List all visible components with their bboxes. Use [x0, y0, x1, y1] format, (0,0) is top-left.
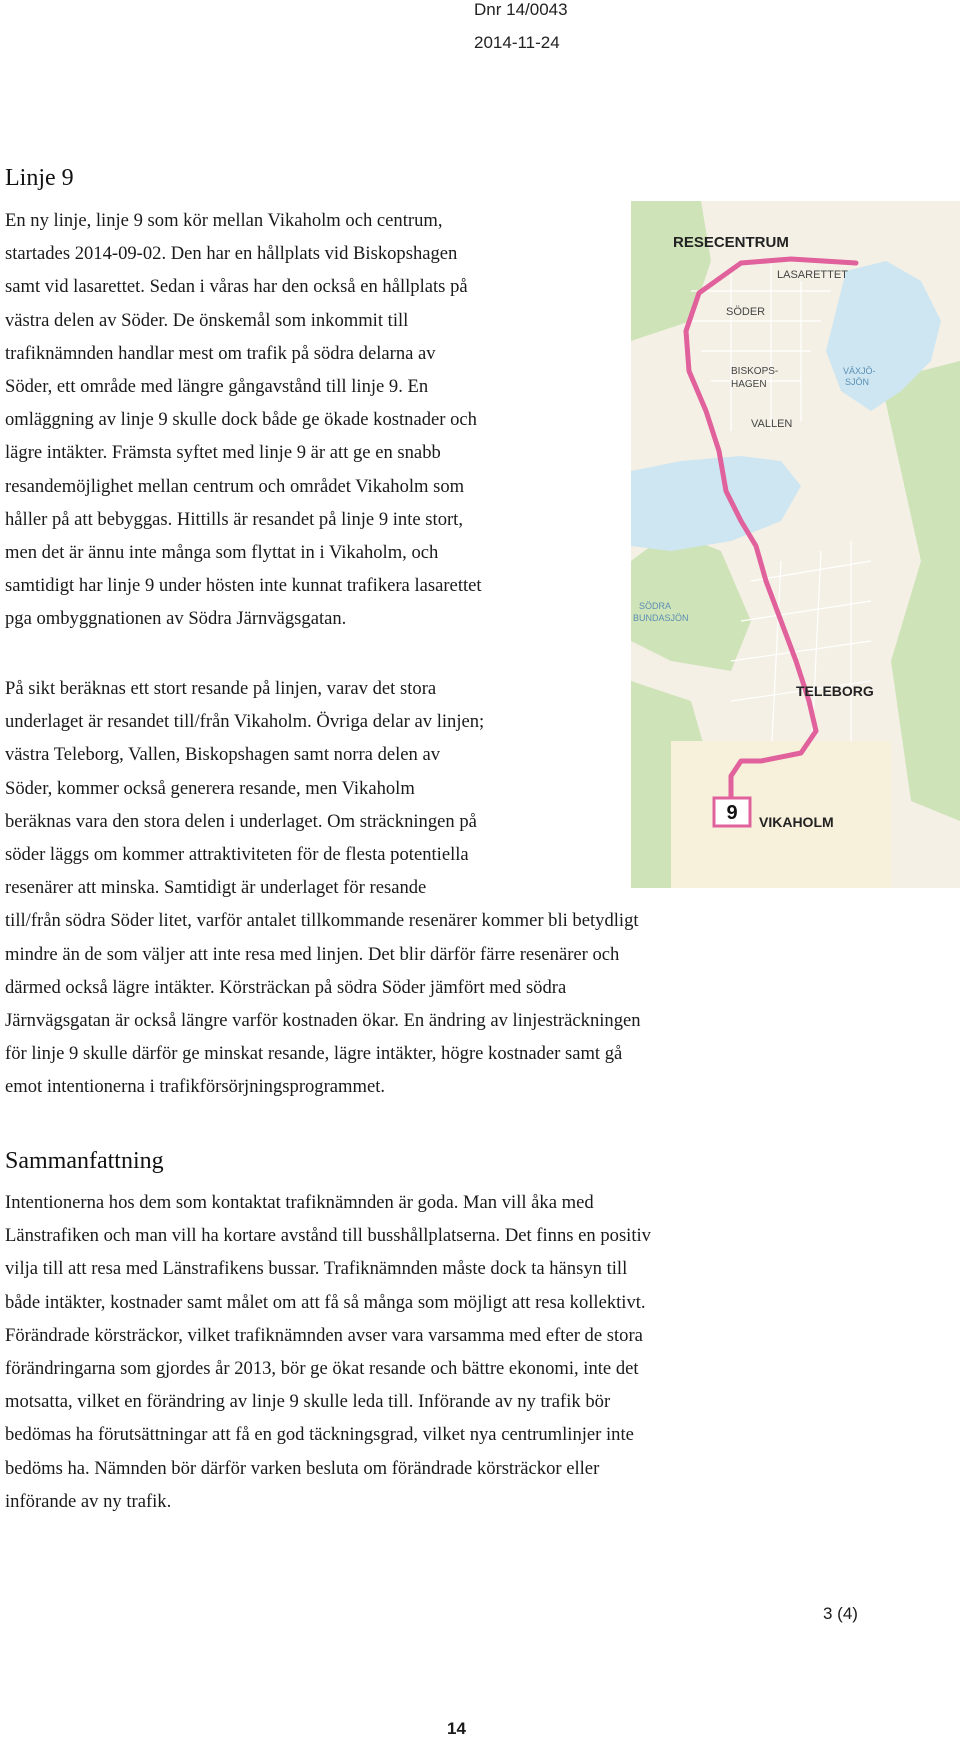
text-line: Intentionerna hos dem som kontaktat trafiknämnden är goda. Man vill åka med	[5, 1192, 594, 1213]
map-label-biskopshagen-1: BISKOPS-	[731, 366, 779, 377]
text-line: beräknas vara den stora delen i underlaget. Om sträckningen på	[5, 810, 477, 832]
text-line: Förändrade körsträckor, vilket trafiknämnden avser vara varsamma med efter de stora	[5, 1324, 643, 1346]
text-line: En ny linje, linje 9 som kör mellan Vikaholm och centrum,	[5, 210, 443, 231]
map-label-sodra-1: SÖDRA	[639, 601, 672, 611]
text-line: resenärer att minska. Samtidigt är underlaget för resande	[5, 877, 427, 899]
text-line: västra delen av Söder. De önskemål som inkommit till	[5, 309, 409, 331]
text-line: införande av ny trafik.	[5, 1490, 172, 1512]
text-line: mindre än de som väljer att inte resa med linjen. Det blir därför färre resenärer och	[5, 943, 620, 965]
route-map-graphic	[631, 201, 960, 888]
paragraph-linje-9	[5, 204, 482, 636]
text-line: söder läggs om kommer attraktiviteten för de flesta potentiella	[5, 844, 469, 866]
map-label-vallen: VALLEN	[751, 418, 793, 430]
paragraph-future-travel	[5, 672, 641, 1104]
text-line: bedömas ha förutsättningar att få en god täckningsgrad, vilket nya centrumlinjer inte	[5, 1424, 634, 1446]
map-label-lasarettet: LASARETTET	[777, 269, 848, 281]
map-label-biskopshagen-2: HAGEN	[731, 379, 767, 390]
text-line: På sikt beräknas ett stort resande på linjen, varav det stora	[5, 678, 437, 699]
text-line: underlaget är resandet till/från Vikaholm. Övriga delar av linjen;	[5, 711, 485, 733]
text-line: Söder, kommer också generera resande, men Vikaholm	[5, 777, 415, 799]
route-map	[631, 201, 960, 888]
page-indicator: 3 (4)	[823, 1604, 858, 1623]
text-line: vilja till att resa med Länstrafikens bussar. Trafiknämnden måste dock ta hänsyn till	[5, 1258, 628, 1280]
text-line: samtidigt har linje 9 under hösten inte kunnat trafikera lasarettet	[5, 575, 482, 597]
map-label-resecentrum: RESECENTRUM	[673, 234, 789, 251]
text-line: bedöms ha. Nämnden bör därför varken besluta om förändrade körsträckor eller	[5, 1457, 600, 1479]
text-line: både intäkter, kostnader samt målet om att få så många som möjligt att resa kollektivt.	[5, 1291, 646, 1313]
paragraph-summary	[5, 1186, 651, 1518]
text-line: till/från södra Söder litet, varför antalet tillkommande resenärer kommer bli betydligt	[5, 910, 639, 932]
map-label-teleborg: TELEBORG	[796, 683, 874, 699]
footer-page-number: 14	[447, 1719, 466, 1738]
map-label-vikaholm: VIKAHOLM	[759, 814, 834, 830]
text-line: emot intentionerna i trafikförsörjningsprogrammet.	[5, 1076, 386, 1098]
heading-sammanfattning: Sammanfattning	[5, 1148, 164, 1174]
text-line: men det är ännu inte många som flyttat in i Vikaholm, och	[5, 542, 439, 564]
map-label-vaxjosjon-2: SJÖN	[845, 377, 870, 387]
text-line: därmed också lägre intäkter. Körsträckan på södra Söder jämfört med södra	[5, 976, 567, 998]
text-line: lägre intäkter. Främsta syftet med linje 9 är att ge en snabb	[5, 442, 441, 464]
line-9-badge-number: 9	[726, 802, 738, 824]
document-date: 2014-11-24	[474, 33, 560, 52]
text-line: Länstrafiken och man vill ha kortare avstånd till busshållplatserna. Det finns en positiv	[5, 1225, 651, 1247]
text-line: resandemöjlighet mellan centrum och området Vikaholm som	[5, 475, 465, 497]
text-line: motsatta, vilket en förändring av linje 9 skulle leda till. Införande av ny trafik bör	[5, 1391, 611, 1413]
text-line: förändringarna som gjordes år 2013, bör ge ökat resande och bättre ekonomi, inte det	[5, 1358, 639, 1380]
document-number: Dnr 14/0043	[474, 0, 568, 19]
text-line: Järnvägsgatan är också längre varför kostnaden ökar. En ändring av linjesträckningen	[5, 1010, 641, 1032]
map-label-soder: SÖDER	[726, 306, 766, 318]
text-line: startades 2014-09-02. Den har en hållplats vid Biskopshagen	[5, 243, 458, 265]
text-line: pga ombyggnationen av Södra Järnvägsgatan.	[5, 608, 347, 630]
text-line: omläggning av linje 9 skulle dock både ge ökade kostnader och	[5, 409, 477, 431]
text-line: samt vid lasarettet. Sedan i våras har den också en hållplats på	[5, 276, 468, 298]
map-label-vaxjosjon-1: VÄXJÖ-	[843, 366, 876, 376]
text-line: trafiknämnden handlar mest om trafik på södra delarna av	[5, 342, 436, 364]
text-line: Söder, ett område med längre gångavstånd till linje 9. En	[5, 376, 429, 398]
text-line: för linje 9 skulle därför ge minskat resande, lägre intäkter, högre kostnader samt gå	[5, 1043, 623, 1065]
text-line: håller på att bebyggas. Hittills är resandet på linje 9 inte stort,	[5, 508, 463, 530]
text-line: västra Teleborg, Vallen, Biskopshagen samt norra delen av	[5, 744, 441, 766]
heading-linje-9: Linje 9	[5, 165, 74, 191]
map-label-sodra-2: BUNDASJÖN	[633, 613, 689, 623]
